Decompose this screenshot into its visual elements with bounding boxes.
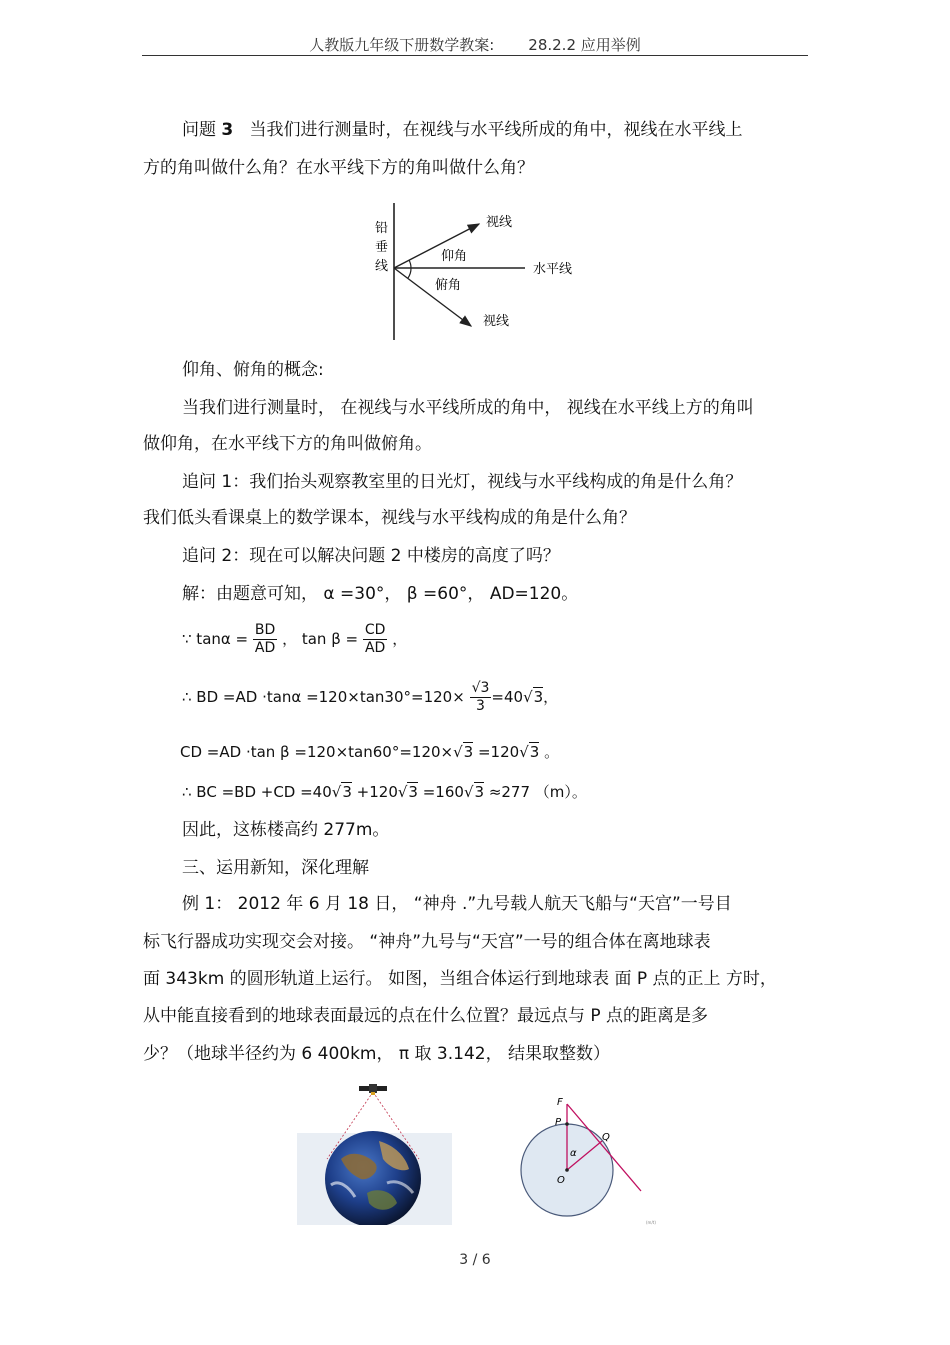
header-section: 28.2.2 应用举例: [528, 36, 641, 54]
sqrt-symbol: √3: [453, 743, 474, 761]
example-1-line5: 少？（地球半径约为 6 400km， π 取 3.142， 结果取整数）: [143, 1044, 610, 1064]
punctuation: 。: [539, 743, 560, 761]
geometry-diagram: [510, 1090, 665, 1230]
example-1-line1: 例 1： 2012 年 6 月 18 日， “神舟 .”九号载人航天飞船与“天宫”一号目: [182, 894, 732, 914]
question-number: 3: [221, 120, 234, 140]
satellite-icon: [359, 1084, 387, 1095]
cd-equation-mid: =120: [473, 743, 520, 761]
cd-equation: [180, 742, 559, 762]
tan-definitions: [182, 622, 407, 657]
follow-up-1-line2: 我们低头看课桌上的数学课本，视线与水平线构成的角是什么角？: [143, 508, 636, 528]
follow-up-2: 追问 2：现在可以解决问题 2 中楼房的高度了吗？: [182, 546, 560, 566]
label-o: O: [557, 1175, 565, 1186]
fraction-denominator: AD: [254, 640, 276, 656]
example-1-line3: 面 343km 的圆形轨道上运行。 如图，当组合体运行到地球表 面 P 点的正上 方时，: [143, 969, 777, 989]
conclusion: 因此，这栋楼高约 277m。: [182, 820, 390, 840]
label-sight-up: 视线: [486, 215, 513, 230]
sqrt-symbol: √3: [519, 743, 540, 761]
sqrt-symbol: √3: [397, 783, 418, 801]
question-text: 当我们进行测量时，在视线与水平线所成的角中，视线在水平线上: [249, 120, 743, 140]
sqrt-symbol: √3: [331, 783, 352, 801]
concept-line2: 做仰角，在水平线下方的角叫做俯角。: [143, 434, 432, 454]
punctuation: ，: [543, 688, 559, 706]
bd-equation-mid: =40: [491, 688, 524, 706]
page-header: [0, 34, 950, 55]
label-f: F: [557, 1097, 563, 1108]
label-elevation: 仰角: [441, 249, 468, 264]
label-p: P: [555, 1117, 562, 1128]
bc-equation-mid: +120: [351, 783, 398, 801]
page-number: 3 / 6: [459, 1252, 491, 1268]
follow-up-1-line1: 追问 1：我们抬头观察教室里的日光灯，视线与水平线构成的角是什么角？: [182, 472, 743, 492]
bc-equation-end: ≈277 （m）。: [484, 783, 587, 801]
header-title: 人教版九年级下册数学教案:: [309, 36, 495, 54]
tan-alpha-label: ∵ tanα =: [182, 630, 249, 648]
sqrt-symbol: √3: [463, 783, 485, 801]
question-label: 问题: [182, 120, 216, 140]
angle-diagram: [365, 198, 590, 343]
label-qian: 铅: [375, 221, 389, 236]
sight-line-down: [394, 268, 471, 326]
example-1-line2: 标飞行器成功实现交会对接。 “神舟”九号与“天宫”一号的组合体在离地球表: [143, 932, 711, 952]
depression-arc: [408, 268, 411, 278]
bd-equation: [182, 680, 558, 715]
label-horizontal: 水平线: [533, 262, 573, 277]
concept-title: 仰角、俯角的概念:: [182, 360, 324, 380]
tan-beta-label: ， tan β =: [282, 630, 359, 648]
bc-equation: [182, 782, 587, 802]
fraction-numerator: BD: [254, 622, 276, 638]
label-sight-down: 视线: [483, 314, 510, 329]
earth-globe: [325, 1131, 421, 1225]
fraction-numerator: CD: [364, 622, 386, 638]
fraction-denominator: AD: [364, 640, 386, 656]
label-xian: 线: [375, 259, 389, 274]
solution-given: 解：由题意可知， α =30°， β =60°， AD=120。: [182, 584, 579, 604]
header-rule: [142, 55, 808, 56]
question-3-line2: 方的角叫做什么角？在水平线下方的角叫做什么角？: [143, 158, 534, 178]
example-1-line4: 从中能直接看到的地球表面最远的点在什么位置？最远点与 P 点的距离是多: [143, 1006, 709, 1026]
section-3-title: 三、运用新知，深化理解: [182, 858, 369, 878]
bc-equation-mid: =160: [417, 783, 464, 801]
question-3-line1: [182, 120, 742, 140]
fraction-denominator: 3: [476, 698, 485, 714]
sqrt-symbol: √3: [523, 688, 544, 706]
label-alpha: α: [570, 1148, 577, 1159]
label-depression: 俯角: [435, 278, 462, 293]
cd-equation-prefix: CD =AD ·tan β =120×tan60°=120×: [180, 743, 454, 761]
point-o: [565, 1168, 569, 1172]
fraction-numerator: √3: [471, 680, 490, 696]
fraction-sqrt3-over-3: [470, 680, 492, 715]
punctuation: ，: [392, 630, 408, 648]
concept-line1: 当我们进行测量时， 在视线与水平线所成的角中， 视线在水平线上方的角叫: [182, 398, 754, 418]
bc-equation-prefix: ∴ BC =BD +CD =40: [182, 783, 332, 801]
point-p: [565, 1122, 569, 1126]
elevation-arc: [409, 260, 411, 268]
bd-equation-prefix: ∴ BD =AD ·tanα =120×tan30°=120×: [182, 688, 465, 706]
label-q: Q: [602, 1132, 610, 1143]
label-chui: 垂: [375, 240, 389, 255]
fraction-bd-ad: [253, 622, 277, 657]
fraction-cd-ad: [363, 622, 388, 657]
earth-satellite-image: [297, 1075, 452, 1225]
figure-tag: (m/t): [646, 1220, 656, 1225]
